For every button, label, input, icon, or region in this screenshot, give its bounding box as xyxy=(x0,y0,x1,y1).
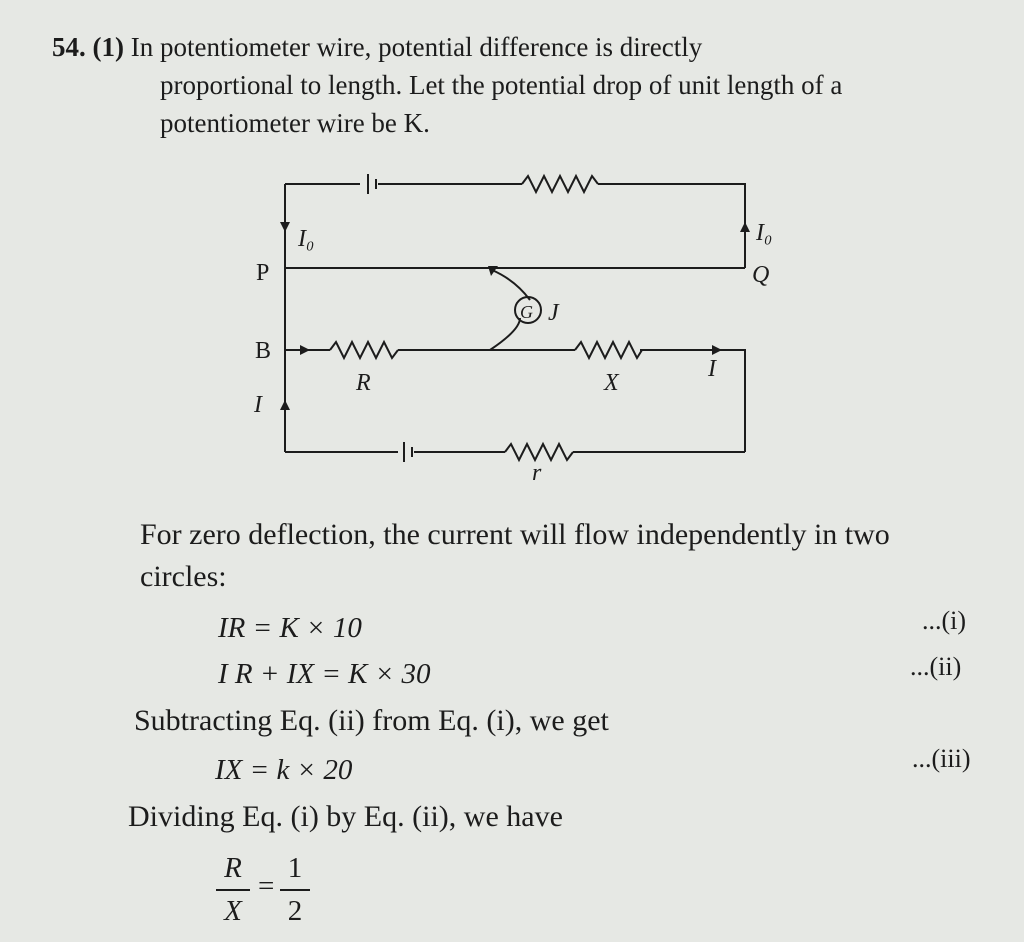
question-line-2: proportional to length. Let the potential drop of unit length of a xyxy=(160,70,843,100)
resistor-R xyxy=(330,342,398,358)
top-resistor xyxy=(522,176,598,192)
equation-2: I R + IX = K × 30 xyxy=(218,658,431,690)
label-Q: Q xyxy=(752,262,770,288)
label-B: B xyxy=(255,338,272,364)
question-line-3: potentiometer wire be K. xyxy=(160,108,430,138)
arrow-I-left xyxy=(280,400,290,410)
fraction-bar-right xyxy=(280,889,310,891)
ratio-numerator-left: R xyxy=(224,852,242,884)
top-wire xyxy=(285,184,745,268)
equation-2-number: ...(ii) xyxy=(910,652,962,681)
divide-text: Dividing Eq. (i) by Eq. (ii), we have xyxy=(128,800,563,833)
fraction-bar-left xyxy=(216,889,250,891)
label-I0-left: I₀ xyxy=(298,226,315,252)
question-option: (1) xyxy=(92,32,124,62)
equation-3-number: ...(iii) xyxy=(912,744,971,773)
arrow-I0-right xyxy=(740,222,750,232)
ratio-equals: = xyxy=(258,870,275,902)
label-P: P xyxy=(256,260,270,286)
arrow-B xyxy=(300,345,310,355)
label-X: X xyxy=(604,370,619,396)
label-R: R xyxy=(356,370,371,396)
ratio-right-fraction xyxy=(280,852,310,928)
question-text-1: In potentiometer wire, potential difference is directly xyxy=(130,32,703,62)
ratio-denominator-left: X xyxy=(224,895,242,927)
question-number: 54. xyxy=(52,32,86,62)
ratio-denominator-right: 2 xyxy=(287,895,303,927)
subtract-text: Subtracting Eq. (ii) from Eq. (i), we get xyxy=(134,704,609,737)
label-J: J xyxy=(548,300,559,326)
ratio-numerator-right: 1 xyxy=(287,852,303,884)
label-I0-right: I₀ xyxy=(756,220,773,246)
resistor-X xyxy=(575,342,642,358)
solution-line-1: For zero deflection, the current will flow independently in two xyxy=(140,518,890,551)
arrow-I0-left xyxy=(280,222,290,232)
label-I-right: I xyxy=(708,356,716,382)
resistor-r xyxy=(505,444,573,460)
equation-1-number: ...(i) xyxy=(922,606,967,635)
label-G: G xyxy=(520,302,533,322)
label-r: r xyxy=(532,460,542,486)
middle-wire xyxy=(285,350,745,452)
ratio-left-fraction xyxy=(216,852,250,928)
label-I-left: I xyxy=(254,392,262,418)
equation-1: IR = K × 10 xyxy=(218,612,362,644)
solution-line-2: circles: xyxy=(140,560,227,593)
arrow-I-right xyxy=(712,345,722,355)
equation-3: IX = k × 20 xyxy=(215,754,353,786)
